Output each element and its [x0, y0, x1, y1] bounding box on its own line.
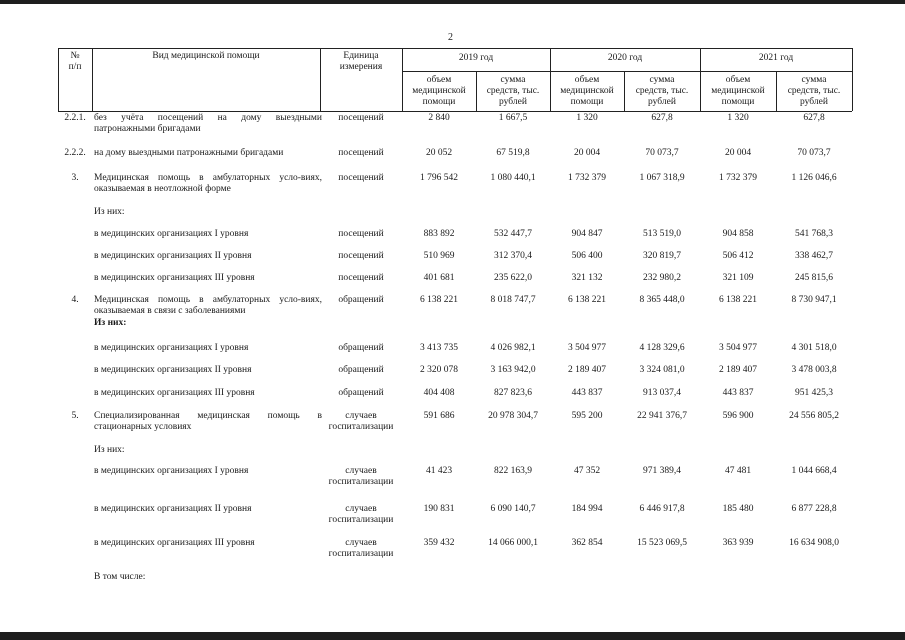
row-value: 1 080 440,1: [490, 173, 536, 183]
row-value: 883 892: [423, 229, 455, 239]
row-unit: посещений: [338, 173, 384, 183]
header-bottom-rule: [58, 111, 852, 112]
row-value: 3 478 003,8: [791, 365, 837, 375]
row-value: 4 026 982,1: [490, 343, 536, 353]
row-value: 904 847: [571, 229, 603, 239]
header-volume: объем медицинской помощи: [412, 75, 466, 107]
row-unit: посещений: [338, 113, 384, 123]
row-name: в медицинских организациях I уровня: [94, 343, 249, 353]
row-value: 627,8: [651, 113, 673, 123]
row-value: 20 004: [724, 148, 752, 158]
row-value: 1 044 668,4: [791, 466, 837, 476]
row-value: 22 941 376,7: [637, 411, 687, 421]
header-sum: сумма средств, тыс. рублей: [486, 75, 540, 107]
header-top-rule: [58, 48, 852, 49]
row-value: 1 320: [576, 113, 598, 123]
row-unit: посещений: [338, 273, 384, 283]
row-value: 2 840: [428, 113, 450, 123]
row-value: 822 163,9: [494, 466, 532, 476]
row-value: 320 819,7: [643, 251, 681, 261]
row-value: 513 519,0: [643, 229, 681, 239]
row-unit: случаев госпитализации: [328, 411, 394, 432]
row-value: 8 730 947,1: [791, 295, 837, 305]
row-value: 1 732 379: [568, 173, 606, 183]
row-number: 5.: [71, 411, 79, 421]
header-volume: объем медицинской помощи: [711, 75, 765, 107]
row-unit: обращений: [338, 365, 384, 375]
row-name: в медицинских организациях II уровня: [94, 504, 252, 514]
row-value: 2 320 078: [420, 365, 458, 375]
row-value: 2 189 407: [719, 365, 757, 375]
row-value: 70 073,7: [645, 148, 679, 158]
row-value: 510 969: [423, 251, 455, 261]
row-value: 362 854: [571, 538, 603, 548]
row-value: 1 667,5: [498, 113, 528, 123]
row-value: 3 504 977: [568, 343, 606, 353]
header-kind: Вид медицинской помощи: [152, 51, 260, 61]
row-value: 827 823,6: [494, 388, 532, 398]
row-unit: посещений: [338, 251, 384, 261]
row-value: 363 939: [722, 538, 754, 548]
row-value: 1 732 379: [719, 173, 757, 183]
subheading-iz-nih: Из них:: [94, 318, 127, 328]
row-name: на дому выездными патронажными бригадами: [94, 148, 284, 158]
row-value: 541 768,3: [795, 229, 833, 239]
row-value: 185 480: [722, 504, 754, 514]
row-value: 6 138 221: [719, 295, 757, 305]
row-value: 16 634 908,0: [789, 538, 839, 548]
header-volume: объем медицинской помощи: [560, 75, 614, 107]
row-value: 951 425,3: [795, 388, 833, 398]
row-value: 6 138 221: [420, 295, 458, 305]
row-value: 404 408: [423, 388, 455, 398]
row-name: в медицинских организациях I уровня: [94, 466, 249, 476]
row-value: 506 412: [722, 251, 754, 261]
row-value: 2 189 407: [568, 365, 606, 375]
row-value: 359 432: [423, 538, 455, 548]
row-value: 971 389,4: [643, 466, 681, 476]
row-unit: случаев госпитализации: [328, 504, 394, 525]
row-value: 6 446 917,8: [639, 504, 685, 514]
row-value: 627,8: [803, 113, 825, 123]
row-name: Специализированная медицинская помощь в стационарных условиях: [94, 411, 322, 432]
row-number: 2.2.2.: [64, 148, 86, 158]
row-name: в медицинских организациях III уровня: [94, 538, 255, 548]
top-border-bar: [0, 0, 905, 4]
row-value: 321 132: [571, 273, 603, 283]
row-value: 15 523 069,5: [637, 538, 687, 548]
row-name: в медицинских организациях II уровня: [94, 365, 252, 375]
row-value: 904 858: [722, 229, 754, 239]
row-unit: обращений: [338, 343, 384, 353]
row-value: 913 037,4: [643, 388, 681, 398]
subheading-iz-nih: Из них:: [94, 445, 125, 455]
header-unit: Единица измерения: [339, 51, 383, 72]
row-value: 1 320: [727, 113, 749, 123]
row-name: в медицинских организациях I уровня: [94, 229, 249, 239]
row-value: 443 837: [722, 388, 754, 398]
row-value: 3 413 735: [420, 343, 458, 353]
row-value: 47 352: [573, 466, 601, 476]
row-value: 3 504 977: [719, 343, 757, 353]
row-value: 47 481: [724, 466, 752, 476]
subheading-iz-nih: Из них:: [94, 207, 125, 217]
header-year: 2021 год: [758, 53, 794, 63]
row-number: 4.: [71, 295, 79, 305]
row-value: 235 622,0: [494, 273, 532, 283]
row-value: 24 556 805,2: [789, 411, 839, 421]
row-value: 41 423: [425, 466, 453, 476]
row-value: 596 900: [722, 411, 754, 421]
header-year: 2020 год: [607, 53, 643, 63]
row-value: 6 138 221: [568, 295, 606, 305]
row-unit: посещений: [338, 148, 384, 158]
row-value: 20 004: [573, 148, 601, 158]
row-value: 1 796 542: [420, 173, 458, 183]
row-name: Медицинская помощь в амбулаторных усло-виях, оказываемая в связи с заболеваниями: [94, 295, 322, 316]
row-name: без учёта посещений на дому выездными патронажными бригадами: [94, 113, 322, 134]
row-value: 591 686: [423, 411, 455, 421]
row-number: 2.2.1.: [64, 113, 86, 123]
row-value: 20 978 304,7: [488, 411, 538, 421]
row-value: 3 324 081,0: [639, 365, 685, 375]
bottom-border-bar: [0, 632, 905, 640]
row-value: 20 052: [425, 148, 453, 158]
row-name: в медицинских организациях II уровня: [94, 251, 252, 261]
row-value: 14 066 000,1: [488, 538, 538, 548]
row-unit: случаев госпитализации: [328, 538, 394, 559]
row-value: 506 400: [571, 251, 603, 261]
row-value: 4 128 329,6: [639, 343, 685, 353]
row-value: 4 301 518,0: [791, 343, 837, 353]
header-sum: сумма средств, тыс. рублей: [635, 75, 689, 107]
row-value: 3 163 942,0: [490, 365, 536, 375]
row-name: в медицинских организациях III уровня: [94, 273, 255, 283]
row-value: 338 462,7: [795, 251, 833, 261]
row-value: 1 126 046,6: [791, 173, 837, 183]
row-value: 8 018 747,7: [490, 295, 536, 305]
row-value: 6 090 140,7: [490, 504, 536, 514]
row-value: 67 519,8: [496, 148, 530, 158]
row-value: 1 067 318,9: [639, 173, 685, 183]
row-value: 532 447,7: [494, 229, 532, 239]
header-sum: сумма средств, тыс. рублей: [787, 75, 841, 107]
row-unit: случаев госпитализации: [328, 466, 394, 487]
page-number: 2: [448, 32, 453, 43]
subheading-v-tom-chisle: В том числе:: [94, 572, 146, 582]
row-unit: обращений: [338, 388, 384, 398]
row-unit: посещений: [338, 229, 384, 239]
header-year-rule: [402, 71, 852, 72]
row-value: 321 109: [722, 273, 754, 283]
row-value: 70 073,7: [797, 148, 831, 158]
row-value: 401 681: [423, 273, 455, 283]
row-value: 595 200: [571, 411, 603, 421]
row-value: 245 815,6: [795, 273, 833, 283]
row-value: 443 837: [571, 388, 603, 398]
row-value: 184 994: [571, 504, 603, 514]
row-value: 8 365 448,0: [639, 295, 685, 305]
row-value: 190 831: [423, 504, 455, 514]
row-value: 6 877 228,8: [791, 504, 837, 514]
header-vline: [852, 48, 853, 111]
row-number: 3.: [71, 173, 79, 183]
row-name: в медицинских организациях III уровня: [94, 388, 255, 398]
header-year: 2019 год: [458, 53, 494, 63]
header-no: № п/п: [68, 51, 82, 72]
row-value: 312 370,4: [494, 251, 532, 261]
row-value: 232 980,2: [643, 273, 681, 283]
row-unit: обращений: [338, 295, 384, 305]
row-name: Медицинская помощь в амбулаторных усло-виях, оказываемая в неотложной форме: [94, 173, 322, 194]
